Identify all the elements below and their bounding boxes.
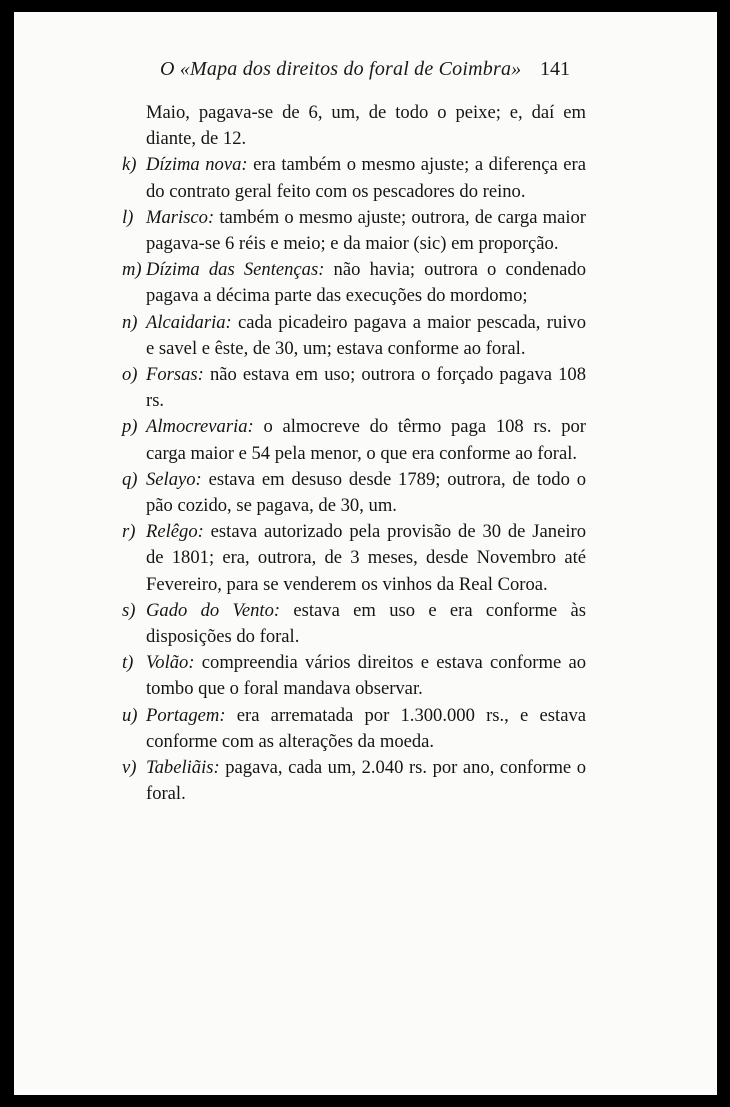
item-marker: v) bbox=[122, 757, 137, 779]
item-marker: q) bbox=[122, 468, 138, 490]
item-term: Volão: bbox=[146, 652, 195, 674]
item-text: também o mesmo ajuste; outrora, de carga maior pagava-se 6 réis e meio; e da maior (sic) em proporção. bbox=[146, 206, 586, 255]
list-item bbox=[122, 467, 586, 519]
item-text: não estava em uso; outrora o forçado pagava 108 rs. bbox=[146, 364, 586, 412]
item-text: era também o mesmo ajuste; a diferença era do contrato geral feito com os pescadores do reino. bbox=[146, 154, 586, 202]
item-term: Alcaidaria: bbox=[146, 311, 232, 333]
page-body bbox=[122, 100, 586, 807]
item-text: estava em uso e era conforme às disposições do foral. bbox=[146, 599, 586, 648]
item-term: Gado do Vento: bbox=[146, 599, 281, 621]
item-text: era arrematada por 1.300.000 rs., e estava conforme com as alterações da moeda. bbox=[146, 704, 586, 752]
page-number: 141 bbox=[540, 58, 570, 80]
list-item bbox=[122, 598, 586, 650]
item-term: Tabeliãis: bbox=[146, 757, 220, 779]
item-term: Forsas: bbox=[146, 364, 204, 386]
item-term: Almocrevaria: bbox=[146, 416, 254, 438]
book-page bbox=[14, 12, 717, 1095]
item-text: estava autorizado pela provisão de 30 de Janeiro de 1801; era, outrora, de 3 meses, desde Novembro até Fevereiro, para se venderem os vinhos da Real Coroa. bbox=[146, 521, 586, 595]
list-item bbox=[122, 362, 586, 414]
list-item bbox=[122, 755, 586, 807]
list-item bbox=[122, 152, 586, 204]
item-marker: o) bbox=[122, 364, 138, 386]
item-text: não havia; outrora o condenado pagava a décima parte das execuções do mordomo; bbox=[146, 259, 586, 307]
list-item bbox=[122, 519, 586, 598]
item-marker: m) bbox=[122, 259, 142, 281]
item-marker: r) bbox=[122, 521, 136, 543]
item-term: Selayo: bbox=[146, 468, 202, 490]
list-item bbox=[122, 205, 586, 257]
item-term: Marisco: bbox=[146, 206, 215, 228]
running-head bbox=[14, 58, 717, 88]
running-head-title: O «Mapa dos direitos do foral de Coimbra» bbox=[160, 58, 522, 80]
item-term: Portagem: bbox=[146, 704, 226, 726]
item-marker: n) bbox=[122, 311, 138, 333]
list-item bbox=[122, 414, 586, 466]
item-text: cada picadeiro pagava a maior pescada, ruivo e savel e êste, de 30, um; estava conforme ao foral. bbox=[146, 311, 586, 359]
list-item bbox=[122, 650, 586, 702]
item-text: compreendia vários direitos e estava conforme ao tombo que o foral mandava observar. bbox=[146, 652, 586, 700]
item-marker: s) bbox=[122, 599, 136, 621]
list-item bbox=[122, 703, 586, 755]
list-item bbox=[122, 310, 586, 362]
item-term: Relêgo: bbox=[146, 521, 204, 543]
item-marker: u) bbox=[122, 704, 138, 726]
item-marker: t) bbox=[122, 652, 134, 674]
item-text: estava em desuso desde 1789; outrora, de todo o pão cozido, se pagava, de 30, um. bbox=[146, 468, 586, 517]
item-text: o almocreve do têrmo paga 108 rs. por carga maior e 54 pela menor, o que era conforme ao foral. bbox=[146, 416, 586, 464]
item-term: Dízima nova: bbox=[146, 154, 248, 176]
item-marker: l) bbox=[122, 206, 134, 228]
item-term: Dízima das Sentenças: bbox=[146, 259, 325, 281]
item-marker: k) bbox=[122, 154, 137, 176]
item-text: pagava, cada um, 2.040 rs. por ano, conforme o foral. bbox=[146, 757, 586, 805]
item-marker: p) bbox=[122, 416, 138, 438]
continuation-paragraph: Maio, pagava-se de 6, um, de todo o peixe; e, daí em diante, de 12. bbox=[146, 102, 586, 150]
list-item bbox=[122, 257, 586, 309]
